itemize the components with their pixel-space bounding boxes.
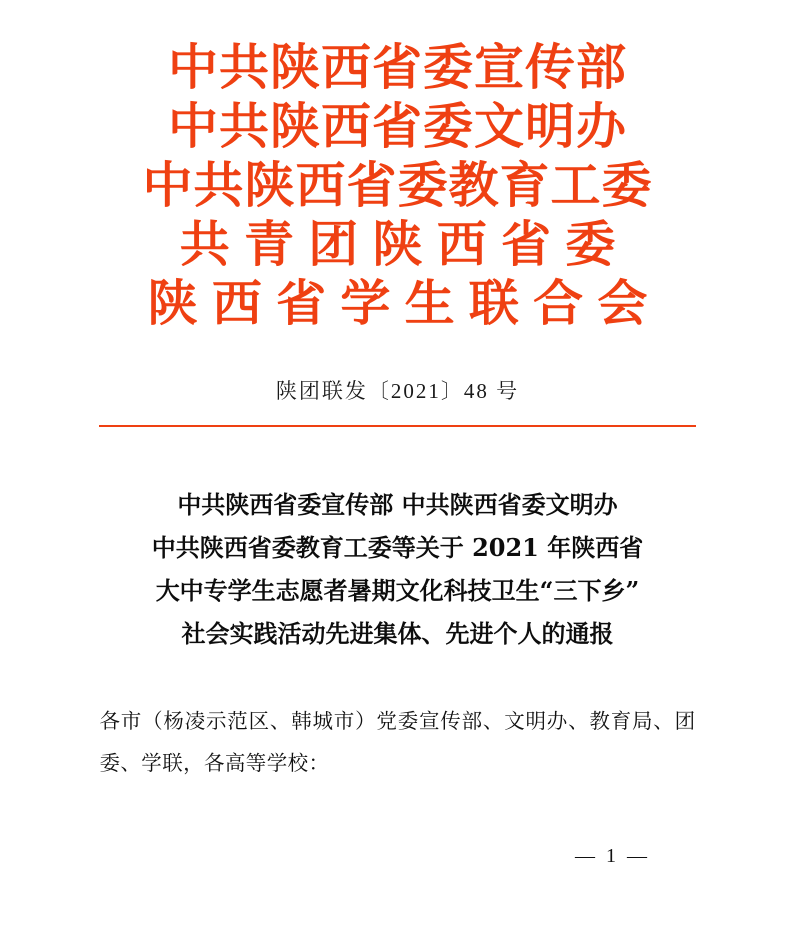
title-line-4: 社会实践活动先进集体、先进个人的通报 (181, 619, 614, 648)
title-line-1: 中共陕西省委宣传部 中共陕西省委文明办 (177, 490, 618, 519)
letterhead-line-2: 中共陕西省委文明办 (167, 98, 628, 155)
document-number-row (0, 375, 795, 405)
document-number: 陕团联发〔2021〕48 号 (275, 379, 520, 403)
red-divider-rule (99, 425, 696, 427)
page-number: — 1 — (575, 845, 650, 867)
letterhead-line-1: 中共陕西省委宣传部 (167, 39, 628, 96)
body-paragraph-addressee: 各市（杨凌示范区、韩城市）党委宣传部、文明办、教育局、团委、学联，各高等学校： (99, 711, 696, 775)
letterhead-line-4: 共青团陕西省委 (179, 216, 630, 273)
page-footer (0, 845, 795, 868)
letterhead-line-3: 中共陕西省委教育工委 (142, 157, 653, 214)
title-line-3: 大中专学生志愿者暑期文化科技卫生“三下乡” (155, 576, 640, 605)
letterhead (0, 0, 795, 333)
title-line-2: 中共陕西省委教育工委等关于 2021 年陕西省 (151, 533, 644, 562)
document-body (100, 701, 696, 785)
letterhead-line-5: 陕西省学生联合会 (147, 275, 662, 332)
document-title (98, 483, 698, 655)
